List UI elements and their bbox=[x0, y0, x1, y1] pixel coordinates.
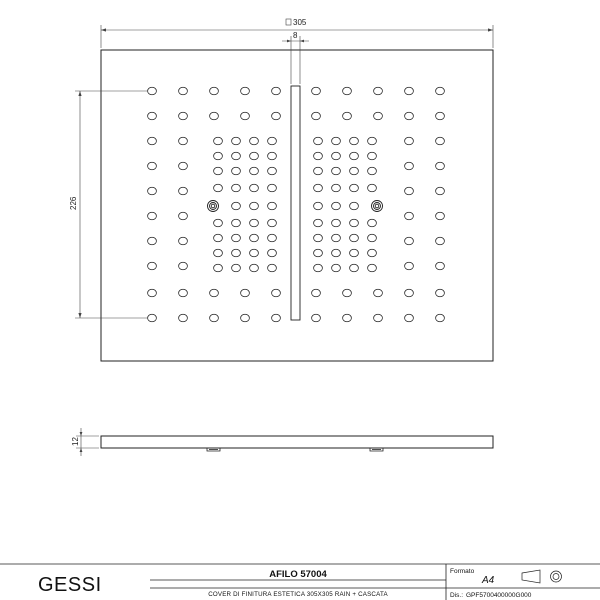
width-dimension-label: 305 bbox=[293, 18, 307, 27]
nozzle-hole bbox=[232, 152, 241, 160]
nozzle-hole bbox=[250, 184, 259, 192]
nozzle-hole bbox=[436, 237, 445, 245]
nozzle-hole bbox=[241, 314, 250, 322]
drawing-number: GPF5700400000G000 bbox=[466, 592, 532, 599]
nozzle-hole bbox=[350, 152, 359, 160]
nozzle-hole bbox=[314, 137, 323, 145]
nozzle-hole bbox=[350, 167, 359, 175]
projection-symbol-icon bbox=[522, 570, 562, 583]
nozzle-hole bbox=[179, 314, 188, 322]
nozzle-hole bbox=[268, 264, 277, 272]
height-dimension-label: 226 bbox=[69, 196, 78, 210]
nozzle-hole bbox=[332, 184, 341, 192]
nozzle-hole bbox=[436, 212, 445, 220]
nozzle-hole bbox=[232, 167, 241, 175]
nozzle-hole bbox=[214, 234, 223, 242]
nozzle-hole bbox=[368, 137, 377, 145]
nozzle-hole bbox=[148, 112, 157, 120]
nozzle-hole bbox=[214, 167, 223, 175]
drawing-number-label: Dis.: bbox=[450, 592, 463, 599]
fixing-point-left bbox=[208, 201, 219, 212]
nozzle-hole bbox=[368, 167, 377, 175]
nozzle-hole bbox=[368, 184, 377, 192]
product-name: AFILO 57004 bbox=[269, 569, 327, 580]
nozzle-hole bbox=[368, 152, 377, 160]
nozzle-hole bbox=[314, 152, 323, 160]
nozzle-hole bbox=[332, 152, 341, 160]
nozzle-hole bbox=[343, 87, 352, 95]
nozzle-hole bbox=[268, 202, 277, 210]
product-description: COVER DI FINITURA ESTETICA 305X305 RAIN + CASCATA bbox=[208, 591, 388, 598]
format-value: A4 bbox=[482, 575, 495, 586]
slot-dimension bbox=[282, 36, 309, 84]
slot-dimension-label: 8 bbox=[293, 31, 298, 40]
nozzle-hole bbox=[268, 234, 277, 242]
nozzle-hole bbox=[436, 314, 445, 322]
nozzle-hole bbox=[250, 202, 259, 210]
nozzle-hole bbox=[179, 237, 188, 245]
nozzle-hole bbox=[436, 162, 445, 170]
nozzle-hole bbox=[241, 289, 250, 297]
nozzle-hole bbox=[312, 289, 321, 297]
nozzle-hole bbox=[332, 219, 341, 227]
nozzle-hole bbox=[314, 184, 323, 192]
height-dimension bbox=[75, 91, 148, 318]
nozzle-hole bbox=[214, 219, 223, 227]
nozzle-hole bbox=[250, 167, 259, 175]
nozzle-hole bbox=[148, 137, 157, 145]
width-dimension-box bbox=[286, 19, 291, 25]
nozzle-hole bbox=[214, 152, 223, 160]
nozzle-hole bbox=[148, 314, 157, 322]
nozzle-hole bbox=[405, 289, 414, 297]
nozzle-hole bbox=[368, 234, 377, 242]
nozzle-hole bbox=[268, 219, 277, 227]
nozzle-hole bbox=[250, 264, 259, 272]
nozzle-hole bbox=[268, 167, 277, 175]
nozzle-hole bbox=[241, 87, 250, 95]
nozzle-hole bbox=[332, 234, 341, 242]
nozzle-hole bbox=[405, 212, 414, 220]
nozzle-hole bbox=[405, 237, 414, 245]
nozzle-hole bbox=[210, 289, 219, 297]
nozzle-hole bbox=[436, 137, 445, 145]
nozzle-hole bbox=[210, 314, 219, 322]
nozzle-hole bbox=[350, 137, 359, 145]
nozzle-hole bbox=[232, 249, 241, 257]
nozzle-hole-grid bbox=[148, 87, 445, 322]
nozzle-hole bbox=[314, 202, 323, 210]
nozzle-hole bbox=[179, 162, 188, 170]
nozzle-hole bbox=[405, 187, 414, 195]
nozzle-hole bbox=[250, 249, 259, 257]
nozzle-hole bbox=[210, 112, 219, 120]
cover-plate-outline bbox=[101, 50, 493, 361]
nozzle-hole bbox=[350, 219, 359, 227]
nozzle-hole bbox=[350, 234, 359, 242]
nozzle-hole bbox=[332, 137, 341, 145]
nozzle-hole bbox=[250, 152, 259, 160]
nozzle-hole bbox=[250, 234, 259, 242]
nozzle-hole bbox=[343, 289, 352, 297]
format-label: Formato bbox=[450, 568, 475, 575]
nozzle-hole bbox=[268, 184, 277, 192]
nozzle-hole bbox=[179, 137, 188, 145]
nozzle-hole bbox=[232, 219, 241, 227]
nozzle-hole bbox=[179, 289, 188, 297]
nozzle-hole bbox=[148, 187, 157, 195]
nozzle-hole bbox=[405, 262, 414, 270]
nozzle-hole bbox=[368, 249, 377, 257]
nozzle-hole bbox=[148, 262, 157, 270]
nozzle-hole bbox=[268, 152, 277, 160]
nozzle-hole bbox=[179, 187, 188, 195]
nozzle-hole bbox=[314, 234, 323, 242]
nozzle-hole bbox=[214, 249, 223, 257]
nozzle-hole bbox=[250, 219, 259, 227]
nozzle-hole bbox=[210, 87, 219, 95]
nozzle-hole bbox=[350, 249, 359, 257]
nozzle-hole bbox=[314, 167, 323, 175]
nozzle-hole bbox=[314, 249, 323, 257]
nozzle-hole bbox=[436, 112, 445, 120]
nozzle-hole bbox=[332, 167, 341, 175]
nozzle-hole bbox=[179, 262, 188, 270]
center-slot bbox=[291, 86, 300, 320]
nozzle-hole bbox=[232, 184, 241, 192]
nozzle-hole bbox=[148, 289, 157, 297]
nozzle-hole bbox=[405, 314, 414, 322]
nozzle-hole bbox=[374, 87, 383, 95]
nozzle-hole bbox=[436, 289, 445, 297]
nozzle-hole bbox=[332, 249, 341, 257]
nozzle-hole bbox=[232, 137, 241, 145]
nozzle-hole bbox=[148, 212, 157, 220]
gessi-logo: GESSI bbox=[38, 574, 102, 596]
nozzle-hole bbox=[268, 137, 277, 145]
nozzle-hole bbox=[368, 264, 377, 272]
nozzle-hole bbox=[368, 219, 377, 227]
nozzle-hole bbox=[250, 137, 259, 145]
fixing-point-right bbox=[372, 201, 383, 212]
nozzle-hole bbox=[312, 314, 321, 322]
nozzle-hole bbox=[374, 112, 383, 120]
nozzle-hole bbox=[374, 289, 383, 297]
nozzle-hole bbox=[214, 264, 223, 272]
nozzle-hole bbox=[343, 112, 352, 120]
nozzle-hole bbox=[268, 249, 277, 257]
nozzle-hole bbox=[272, 87, 281, 95]
nozzle-hole bbox=[405, 87, 414, 95]
nozzle-hole bbox=[436, 87, 445, 95]
nozzle-hole bbox=[405, 112, 414, 120]
nozzle-hole bbox=[436, 262, 445, 270]
nozzle-hole bbox=[312, 87, 321, 95]
nozzle-hole bbox=[232, 202, 241, 210]
nozzle-hole bbox=[314, 219, 323, 227]
nozzle-hole bbox=[405, 162, 414, 170]
nozzle-hole bbox=[350, 184, 359, 192]
nozzle-hole bbox=[148, 162, 157, 170]
nozzle-hole bbox=[374, 314, 383, 322]
nozzle-hole bbox=[232, 264, 241, 272]
nozzle-hole bbox=[214, 137, 223, 145]
nozzle-hole bbox=[405, 137, 414, 145]
thickness-dimension-label: 12 bbox=[71, 437, 80, 446]
nozzle-hole bbox=[312, 112, 321, 120]
nozzle-hole bbox=[214, 184, 223, 192]
nozzle-hole bbox=[179, 112, 188, 120]
nozzle-hole bbox=[179, 212, 188, 220]
nozzle-hole bbox=[343, 314, 352, 322]
nozzle-hole bbox=[272, 289, 281, 297]
nozzle-hole bbox=[272, 314, 281, 322]
nozzle-hole bbox=[436, 187, 445, 195]
nozzle-hole bbox=[232, 234, 241, 242]
nozzle-hole bbox=[179, 87, 188, 95]
side-view-profile bbox=[101, 436, 493, 448]
nozzle-hole bbox=[332, 202, 341, 210]
nozzle-hole bbox=[148, 237, 157, 245]
nozzle-hole bbox=[350, 264, 359, 272]
nozzle-hole bbox=[350, 202, 359, 210]
nozzle-hole bbox=[314, 264, 323, 272]
nozzle-hole bbox=[272, 112, 281, 120]
nozzle-hole bbox=[148, 87, 157, 95]
nozzle-hole bbox=[332, 264, 341, 272]
nozzle-hole bbox=[241, 112, 250, 120]
